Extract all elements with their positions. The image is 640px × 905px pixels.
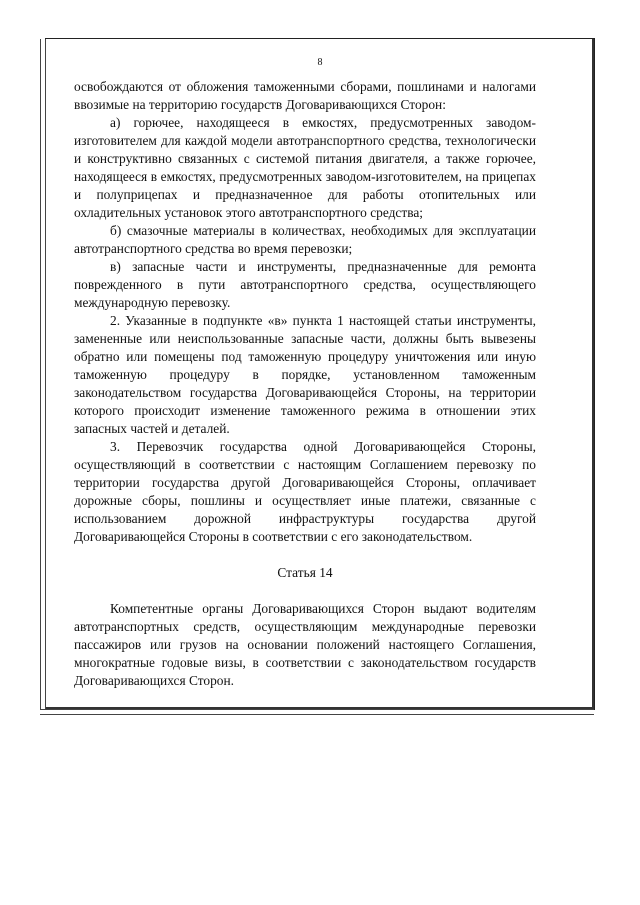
paragraph: освобождаются от обложения таможенными сборами, пошлинами и налогами ввозимые на территорию государств Договаривающихся Сторон: — [74, 79, 536, 112]
document-body — [74, 78, 536, 690]
paragraph: в) запасные части и инструменты, предназначенные для ремонта поврежденного в пути автотранспортного средства, осуществляющего международную перевозку. — [74, 259, 536, 310]
paragraph: Компетентные органы Договаривающихся Сторон выдают водителям автотранспортных средств, осуществляющим международные перевозки пассажиров или грузов на основании положений настоящего Соглашения, многократные годовые визы, в соответствии с законодательством государств Договаривающихся Сторон. — [74, 601, 536, 688]
page-number: 8 — [317, 57, 323, 68]
paragraph: 2. Указанные в подпункте «в» пункта 1 настоящей статьи инструменты, замененные или неиспользованные запасные части, должны быть вывезены обратно или помещены под таможенную процедуру уничтожения или иную таможенную процедуру в порядке, установленном таможенным законодательством государства Договаривающейся Стороны, на территории которого происходит изменение таможенного режима в отношении этих запасных частей и деталей. — [74, 313, 536, 436]
paragraph: б) смазочные материалы в количествах, необходимых для эксплуатации автотранспортного средства во время перевозки; — [74, 223, 536, 256]
paragraph: 3. Перевозчик государства одной Договаривающейся Стороны, осуществляющий в соответствии с настоящим Соглашением перевозку по территории государства другой Договаривающейся Стороны, оплачивает дорожные сборы, пошлины и осуществляет иные платежи, связанные с использованием дорожной инфраструктуры государства другой Договаривающейся Стороны в соответствии с его законодательством. — [74, 439, 536, 544]
paragraph: а) горючее, находящееся в емкостях, предусмотренных заводом-изготовителем для каждой модели автотранспортного средства, технологически и конструктивно связанных с системой питания двигателя, а также горючее, находящееся в емкостях, предусмотренных заводом-изготовителем, на прицепах и полуприцепах и предназначенное для работы отопительных или охладительных установок этого автотранспортного средства; — [74, 115, 536, 220]
article-heading: Статья 14 — [277, 565, 333, 580]
